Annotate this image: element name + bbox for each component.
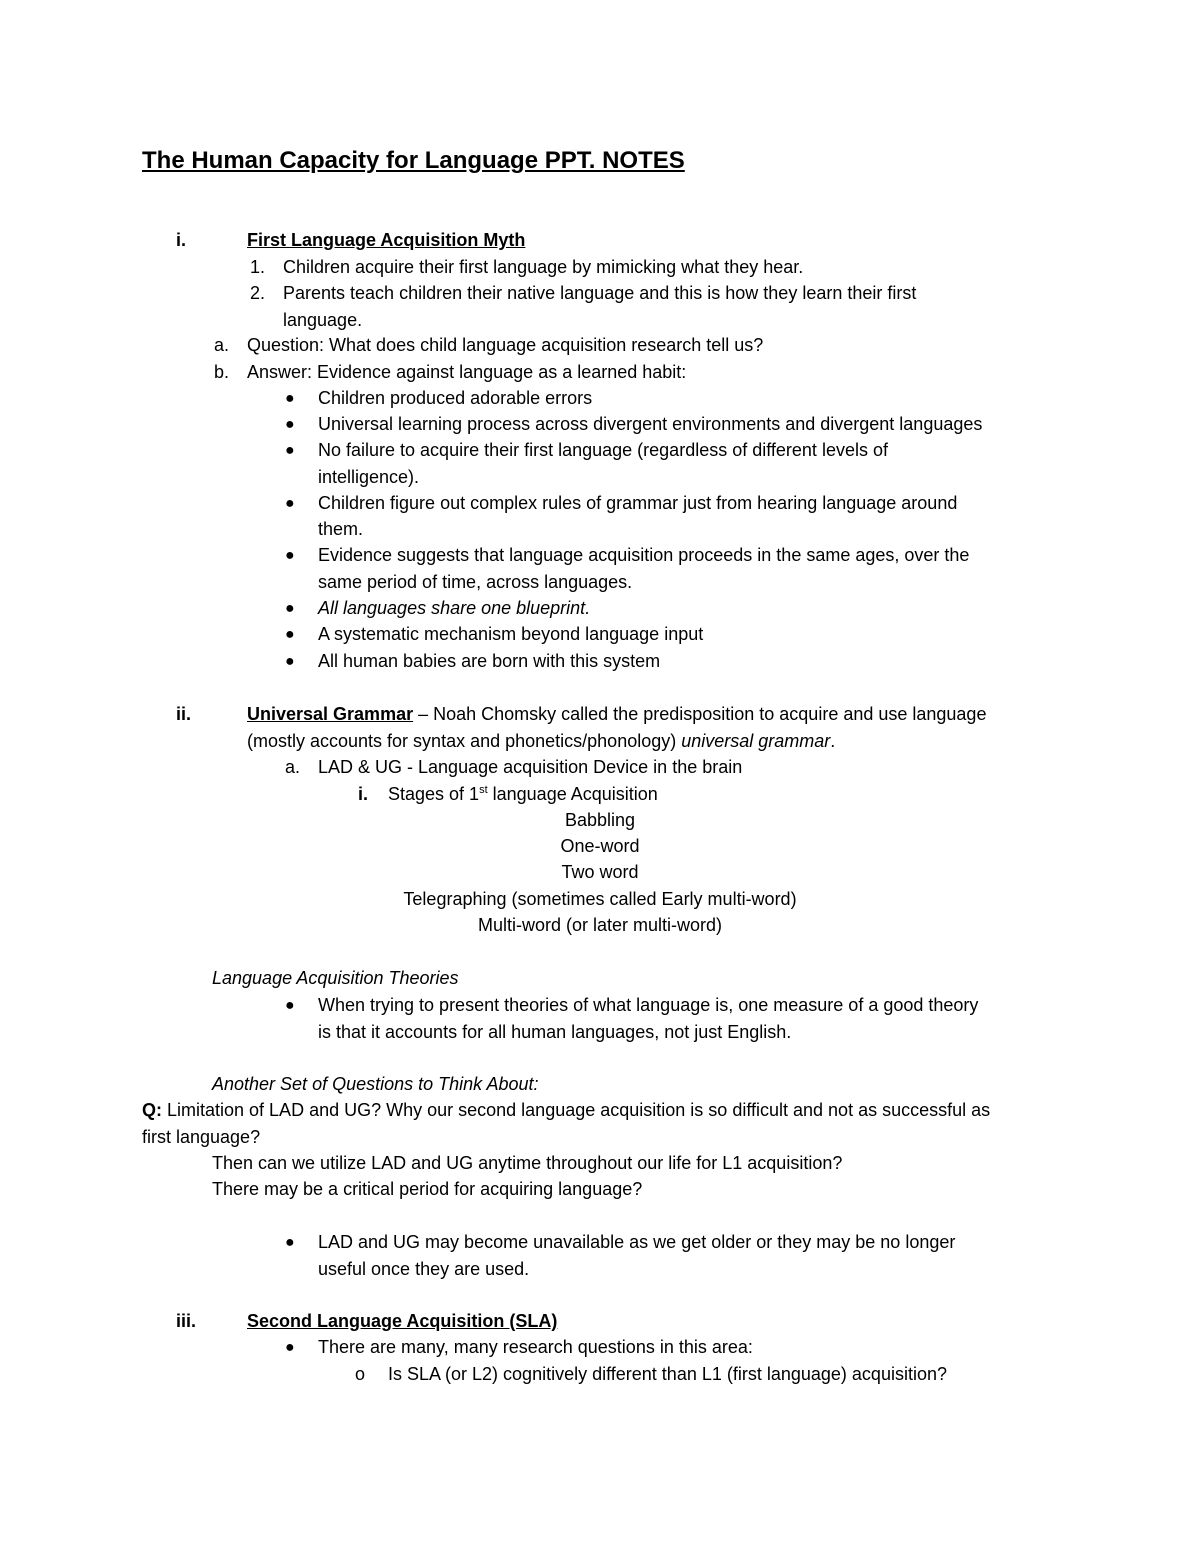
list-item-continuation: useful once they are used.	[318, 1259, 530, 1279]
list-marker: 2.	[250, 283, 266, 303]
list-item-continuation: is that it accounts for all human languages, not just English.	[318, 1022, 792, 1042]
stages-text: language Acquisition	[487, 784, 658, 804]
section-intro	[247, 703, 986, 725]
list-item: Children figure out complex rules of grammar just from hearing language around	[318, 493, 958, 513]
list-marker: i.	[358, 784, 369, 804]
stage-item: One-word	[560, 836, 640, 856]
subheading: Language Acquisition Theories	[212, 968, 459, 988]
bullet-icon: ●	[285, 495, 295, 512]
list-item: When trying to present theories of what language is, one measure of a good theory	[318, 995, 979, 1015]
bullet-icon: ●	[285, 653, 295, 670]
section-heading: Second Language Acquisition (SLA)	[247, 1311, 558, 1331]
superscript: st	[479, 784, 488, 796]
section-heading: First Language Acquisition Myth	[247, 230, 526, 250]
list-item-continuation: language.	[283, 310, 363, 330]
list-marker: o	[355, 1364, 366, 1384]
section-intro-line2	[247, 730, 835, 752]
section-heading: Universal Grammar	[247, 704, 414, 724]
bullet-icon: ●	[285, 626, 295, 643]
list-marker: b.	[214, 362, 230, 382]
question-label: Q:	[142, 1100, 162, 1120]
question-line: There may be a critical period for acquiring language?	[212, 1179, 643, 1199]
list-item: Children produced adorable errors	[318, 388, 593, 408]
list-item: Parents teach children their native language and this is how they learn their first	[283, 283, 917, 303]
section-numeral: ii.	[176, 704, 192, 724]
bullet-icon: ●	[285, 1234, 295, 1251]
list-item: Evidence suggests that language acquisition proceeds in the same ages, over the	[318, 545, 970, 565]
list-item: Universal learning process across divergent environments and divergent languages	[318, 414, 983, 434]
stages-text: Stages of 1	[388, 784, 480, 804]
bullet-icon: ●	[285, 390, 295, 407]
list-item: A systematic mechanism beyond language input	[318, 624, 704, 644]
bullet-icon: ●	[285, 600, 295, 617]
section-numeral: i.	[176, 230, 187, 250]
list-item: LAD & UG - Language acquisition Device in the brain	[318, 757, 743, 777]
stage-item: Telegraphing (sometimes called Early multi-word)	[403, 889, 797, 909]
question-text: Limitation of LAD and UG? Why our second language acquisition is so difficult and not as successful as	[162, 1100, 991, 1120]
stage-item: Babbling	[564, 810, 636, 830]
list-marker: 1.	[250, 257, 266, 277]
subheading: Another Set of Questions to Think About:	[212, 1074, 539, 1094]
list-item: Is SLA (or L2) cognitively different than L1 (first language) acquisition?	[388, 1364, 947, 1384]
list-marker: a.	[285, 757, 301, 777]
list-item-continuation: intelligence).	[318, 467, 420, 487]
section-numeral: iii.	[176, 1311, 197, 1331]
list-item: Children acquire their first language by mimicking what they hear.	[283, 257, 804, 277]
list-item: All languages share one blueprint.	[318, 598, 591, 618]
question-line	[142, 1099, 990, 1121]
list-item: All human babies are born with this system	[318, 651, 661, 671]
list-marker: a.	[214, 335, 230, 355]
list-item-continuation: them.	[318, 519, 364, 539]
list-item: No failure to acquire their first language (regardless of different levels of	[318, 440, 888, 460]
page-title: The Human Capacity for Language PPT. NOTES	[142, 147, 685, 174]
answer-line: Answer: Evidence against language as a learned habit:	[247, 362, 687, 382]
list-item	[388, 783, 658, 805]
bullet-icon: ●	[285, 997, 295, 1014]
intro-text: (mostly accounts for syntax and phonetics/phonology)	[247, 731, 682, 751]
list-item: There are many, many research questions in this area:	[318, 1337, 753, 1357]
bullet-icon: ●	[285, 547, 295, 564]
question-line-continuation: first language?	[142, 1127, 261, 1147]
bullet-icon: ●	[285, 416, 295, 433]
list-item: LAD and UG may become unavailable as we get older or they may be no longer	[318, 1232, 956, 1252]
intro-end: .	[830, 731, 836, 751]
question-line: Then can we utilize LAD and UG anytime throughout our life for L1 acquisition?	[212, 1153, 843, 1173]
bullet-icon: ●	[285, 442, 295, 459]
list-item-continuation: same period of time, across languages.	[318, 572, 633, 592]
stage-item: Multi-word (or later multi-word)	[477, 915, 723, 935]
question-line: Question: What does child language acquisition research tell us?	[247, 335, 764, 355]
intro-term: universal grammar	[681, 731, 831, 751]
intro-text: – Noah Chomsky called the predisposition to acquire and use language	[413, 704, 987, 724]
stage-item: Two word	[561, 862, 639, 882]
bullet-icon: ●	[285, 1339, 295, 1356]
